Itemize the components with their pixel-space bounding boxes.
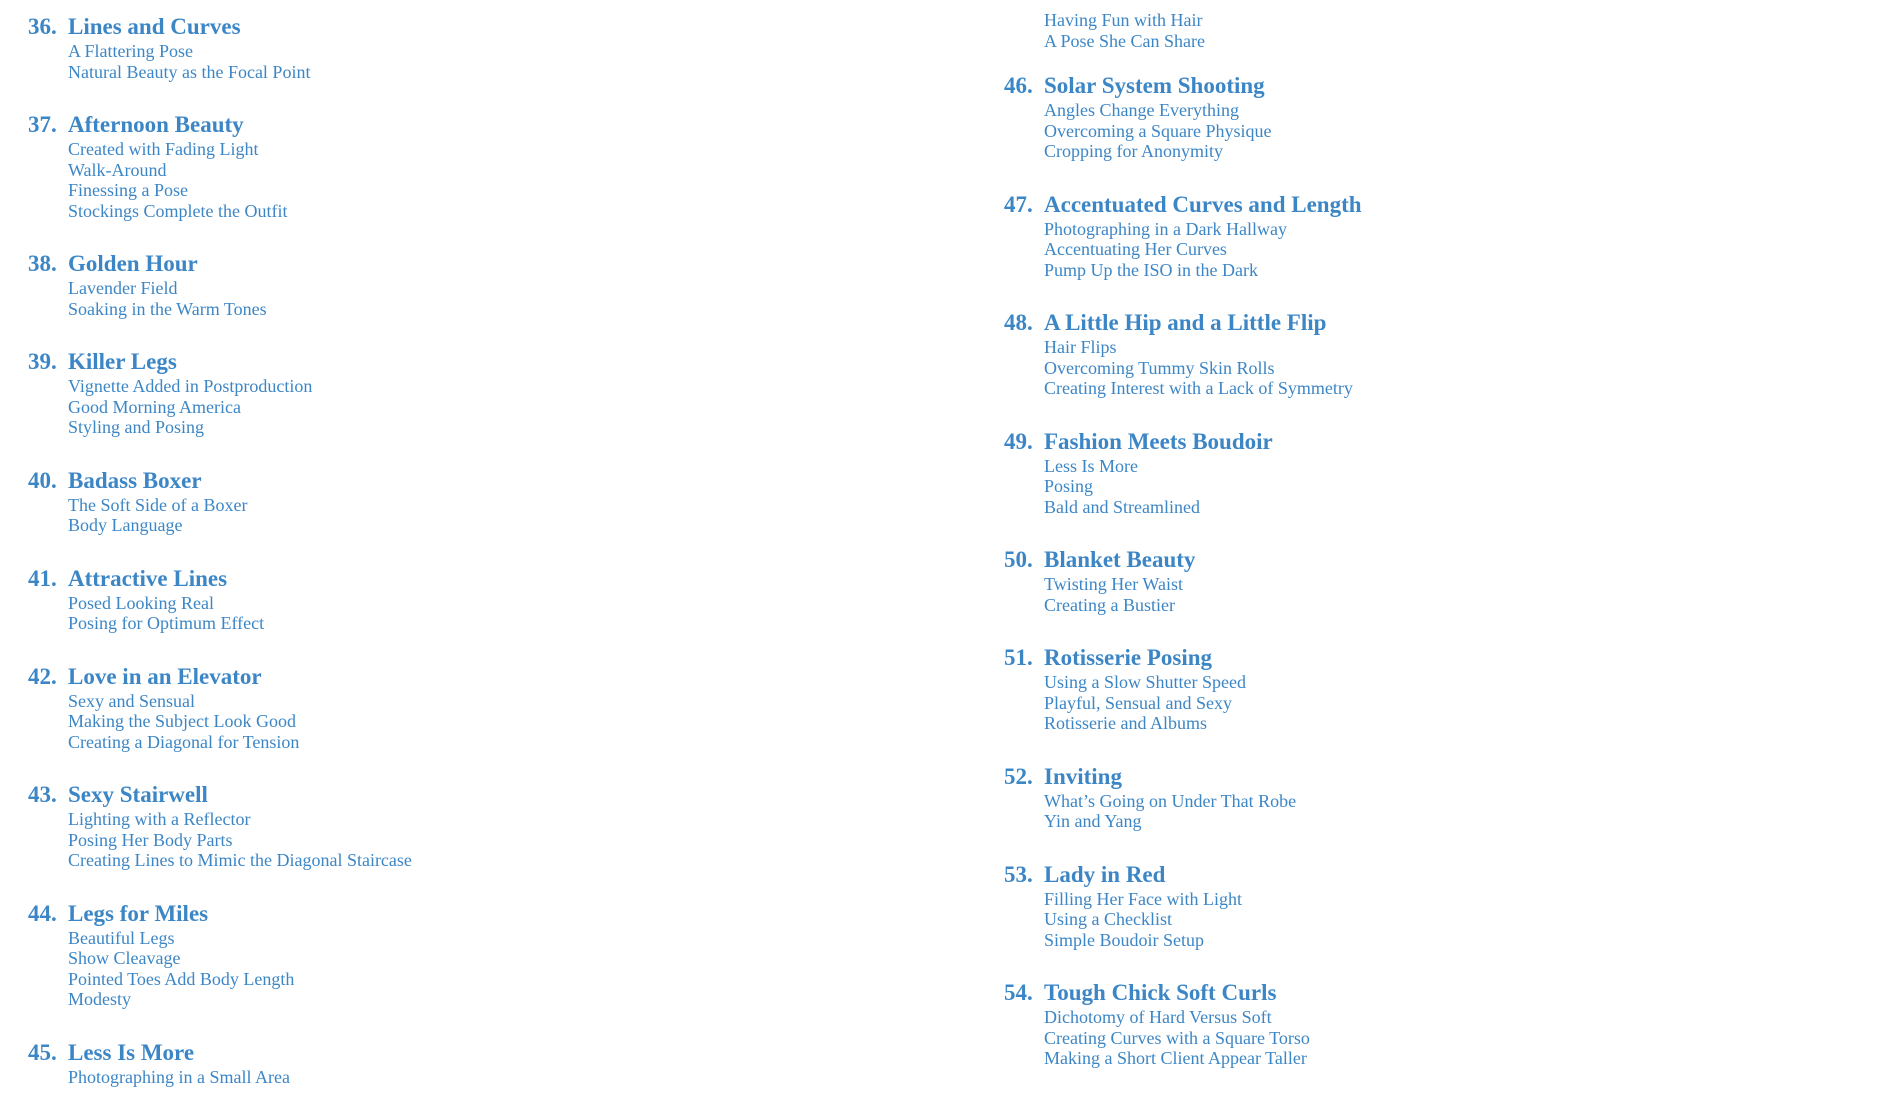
subsection-link[interactable]: Posing — [1044, 476, 1094, 496]
chapter-title: Inviting — [1044, 763, 1122, 789]
chapter-number: 37. — [28, 112, 57, 137]
chapter-title: Badass Boxer — [68, 467, 202, 493]
subsection-link[interactable]: Making a Short Client Appear Taller — [1044, 1048, 1307, 1068]
chapter-number: 40. — [28, 467, 57, 493]
toc-entry — [28, 12, 968, 82]
subsection-link[interactable]: Cropping for Anonymity — [1044, 141, 1223, 161]
subsection-link[interactable]: The Soft Side of a Boxer — [68, 494, 248, 515]
subsection-link[interactable]: Overcoming a Square Physique — [1044, 120, 1272, 141]
toc-entry-heading[interactable] — [1004, 643, 1864, 672]
toc-entry-heading[interactable] — [28, 347, 968, 376]
subsection-list — [28, 1067, 968, 1088]
toc-entry — [1004, 643, 1864, 734]
chapter-title: Sexy Stairwell — [68, 782, 208, 807]
chapter-number: 36. — [28, 14, 57, 39]
chapter-number: 53. — [1004, 861, 1033, 887]
subsection-link[interactable]: Show Cleavage — [68, 948, 181, 968]
chapter-number: 46. — [1004, 73, 1033, 98]
subsection-list — [28, 278, 968, 319]
subsection-link[interactable]: Pump Up the ISO in the Dark — [1044, 259, 1258, 280]
toc-entry — [28, 564, 968, 634]
toc-entry — [28, 466, 968, 536]
subsection-list — [1004, 889, 1864, 951]
toc-entry — [1004, 71, 1864, 162]
subsection-link[interactable]: Angles Change Everything — [1044, 100, 1239, 120]
toc-entry-heading[interactable] — [28, 1038, 968, 1067]
chapter-title: Rotisserie Posing — [1044, 645, 1213, 670]
chapter-title: Tough Chick Soft Curls — [1044, 980, 1277, 1005]
toc-entry-heading[interactable] — [1004, 190, 1864, 219]
subsection-link[interactable]: A Flattering Pose — [68, 41, 193, 61]
subsection-link[interactable]: Lighting with a Reflector — [68, 809, 251, 829]
chapter-title: Lady in Red — [1044, 861, 1166, 887]
toc-entry-heading[interactable] — [1004, 860, 1864, 889]
subsection-link[interactable]: What’s Going on Under That Robe — [1044, 790, 1297, 811]
subsection-link[interactable]: Simple Boudoir Setup — [1044, 929, 1205, 950]
toc-entry — [28, 780, 968, 871]
chapter-number: 43. — [28, 782, 57, 807]
subsection-link[interactable]: Photographing in a Dark Hallway — [1044, 218, 1287, 239]
subsection-list — [1004, 672, 1864, 734]
toc-entry-heading[interactable] — [28, 662, 968, 691]
chapter-title: Afternoon Beauty — [68, 112, 244, 137]
subsection-link[interactable]: Natural Beauty as the Focal Point — [68, 61, 311, 82]
chapter-title: Love in an Elevator — [68, 663, 262, 689]
chapter-number: 49. — [1004, 428, 1033, 454]
chapter-title: Solar System Shooting — [1044, 73, 1265, 98]
subsection-list — [28, 495, 968, 536]
subsection-link[interactable]: Hair Flips — [1044, 337, 1117, 357]
subsection-link[interactable]: Yin and Yang — [1044, 811, 1142, 831]
subsection-link[interactable]: Making the Subject Look Good — [68, 711, 296, 731]
subsection-link[interactable]: Styling and Posing — [68, 417, 205, 437]
subsection-link[interactable]: Sexy and Sensual — [68, 690, 195, 711]
subsection-list — [1004, 1007, 1864, 1069]
subsection-link[interactable]: Vignette Added in Postproduction — [68, 376, 313, 396]
chapter-title: Less Is More — [68, 1039, 195, 1065]
subsection-link[interactable]: Created with Fading Light — [68, 139, 259, 159]
toc-entry-heading[interactable] — [1004, 71, 1864, 100]
chapter-title: Killer Legs — [68, 349, 177, 374]
subsection-link[interactable]: Dichotomy of Hard Versus Soft — [1044, 1007, 1272, 1027]
subsection-link[interactable]: Soaking in the Warm Tones — [68, 298, 267, 319]
subsection-link[interactable]: Bald and Streamlined — [1044, 496, 1200, 517]
toc-entry-heading[interactable] — [1004, 762, 1864, 791]
subsection-link[interactable]: Stockings Complete the Outfit — [68, 200, 288, 221]
toc-entry — [1004, 427, 1864, 518]
subsection-link[interactable]: Creating a Diagonal for Tension — [68, 731, 300, 752]
subsection-link[interactable]: Body Language — [68, 515, 183, 535]
continued-entry — [1004, 10, 1864, 51]
chapter-title: Legs for Miles — [68, 900, 209, 926]
subsection-link[interactable]: Using a Checklist — [1044, 909, 1172, 929]
toc-entry — [28, 662, 968, 753]
chapter-number: 38. — [28, 251, 57, 276]
chapter-title: Accentuated Curves and Length — [1044, 191, 1362, 217]
toc-entry — [1004, 762, 1864, 832]
chapter-number: 52. — [1004, 763, 1033, 789]
toc-entry — [28, 347, 968, 438]
subsection-link[interactable]: Creating a Bustier — [1044, 594, 1175, 615]
subsection-link[interactable]: Less Is More — [1044, 455, 1138, 476]
subsection-link[interactable]: Creating Lines to Mimic the Diagonal Staircase — [68, 850, 412, 870]
toc-entry — [28, 110, 968, 221]
chapter-title: Lines and Curves — [68, 14, 241, 39]
toc-entry-heading[interactable] — [28, 466, 968, 495]
toc-entry-heading[interactable] — [1004, 427, 1864, 456]
subsection-link[interactable]: Overcoming Tummy Skin Rolls — [1044, 357, 1275, 378]
toc-entry — [1004, 978, 1864, 1069]
chapter-number: 48. — [1004, 310, 1033, 335]
chapter-title: Fashion Meets Boudoir — [1044, 428, 1273, 454]
chapter-number: 54. — [1004, 980, 1033, 1005]
toc-entry — [28, 899, 968, 1010]
toc-entry-heading[interactable] — [28, 110, 968, 139]
chapter-number: 47. — [1004, 191, 1033, 217]
subsection-link[interactable]: Finessing a Pose — [68, 180, 189, 200]
subsection-link[interactable]: Lavender Field — [68, 278, 178, 298]
chapter-number: 50. — [1004, 547, 1033, 572]
subsection-link[interactable]: Accentuating Her Curves — [1044, 239, 1227, 259]
subsection-list — [1004, 100, 1864, 162]
subsection-link[interactable]: Pointed Toes Add Body Length — [68, 968, 295, 989]
toc-entry — [1004, 308, 1864, 399]
subsection-link[interactable]: Beautiful Legs — [68, 927, 175, 948]
chapter-title: A Little Hip and a Little Flip — [1044, 310, 1327, 335]
subsection-link[interactable]: Twisting Her Waist — [1044, 574, 1183, 594]
toc-entry-heading[interactable] — [28, 899, 968, 928]
subsection-link[interactable]: Having Fun with Hair — [1044, 10, 1203, 30]
subsection-list — [1004, 337, 1864, 399]
chapter-number: 45. — [28, 1039, 57, 1065]
subsection-list — [28, 41, 968, 82]
toc-entry-heading[interactable] — [28, 12, 968, 41]
subsection-list — [28, 139, 968, 221]
toc-entry-heading[interactable] — [1004, 308, 1864, 337]
subsection-list — [28, 928, 968, 1010]
subsection-link[interactable]: Good Morning America — [68, 396, 241, 417]
toc-entry — [1004, 545, 1864, 615]
chapter-number: 51. — [1004, 645, 1033, 670]
subsection-link[interactable]: Playful, Sensual and Sexy — [1044, 692, 1232, 713]
chapter-number: 44. — [28, 900, 57, 926]
toc-entry-heading[interactable] — [28, 564, 968, 593]
subsection-list — [28, 809, 968, 871]
subsection-link[interactable]: Filling Her Face with Light — [1044, 888, 1242, 909]
toc-entry — [1004, 190, 1864, 281]
subsection-link[interactable]: Creating Curves with a Square Torso — [1044, 1027, 1310, 1048]
chapter-title: Attractive Lines — [68, 565, 228, 591]
toc-left-column — [28, 12, 968, 1115]
subsection-list — [1004, 574, 1864, 615]
toc-entry — [28, 1038, 968, 1088]
subsection-list — [28, 376, 968, 438]
subsection-link[interactable]: Photographing in a Small Area — [68, 1066, 290, 1087]
toc-entry-heading[interactable] — [1004, 545, 1864, 574]
subsection-link[interactable]: Posed Looking Real — [68, 592, 214, 613]
chapter-number: 42. — [28, 663, 57, 689]
subsection-link[interactable]: Creating Interest with a Lack of Symmetry — [1044, 378, 1353, 398]
subsection-list — [28, 691, 968, 753]
toc-right-column — [1004, 10, 1864, 1097]
chapter-number: 39. — [28, 349, 57, 374]
subsection-list — [1004, 10, 1864, 51]
chapter-title: Golden Hour — [68, 251, 198, 276]
toc-entry — [1004, 860, 1864, 951]
subsection-link[interactable]: Rotisserie and Albums — [1044, 713, 1207, 733]
subsection-list — [1004, 456, 1864, 518]
subsection-link[interactable]: Modesty — [68, 989, 131, 1009]
subsection-link[interactable]: Using a Slow Shutter Speed — [1044, 672, 1246, 692]
toc-entry-heading[interactable] — [28, 780, 968, 809]
chapter-title: Blanket Beauty — [1044, 547, 1196, 572]
toc-entry — [28, 249, 968, 319]
subsection-list — [1004, 791, 1864, 832]
toc-entry-heading[interactable] — [28, 249, 968, 278]
subsection-link[interactable]: A Pose She Can Share — [1044, 30, 1205, 51]
subsection-link[interactable]: Posing for Optimum Effect — [68, 613, 265, 633]
subsection-link[interactable]: Posing Her Body Parts — [68, 829, 233, 850]
subsection-link[interactable]: Walk-Around — [68, 159, 167, 180]
toc-entry-heading[interactable] — [1004, 978, 1864, 1007]
chapter-number: 41. — [28, 565, 57, 591]
subsection-list — [1004, 219, 1864, 281]
subsection-list — [28, 593, 968, 634]
